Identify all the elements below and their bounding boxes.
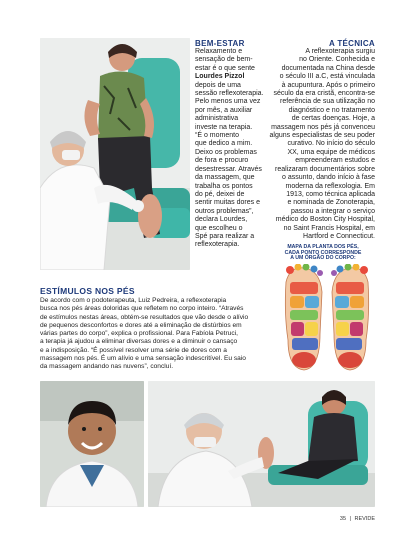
text-line: Lourdes Pizzol: [195, 73, 245, 81]
text-line: reflexoterapia.: [195, 241, 240, 249]
foot-map-caption: [271, 245, 375, 262]
text-line: Deixo os problemas: [195, 148, 257, 156]
text-line: o assunto, dando início à fase: [281, 174, 375, 182]
text-line: Pelo menos uma vez: [195, 98, 261, 106]
text-line: Relaxamento e: [195, 48, 243, 55]
text-line: busca nos pés áreas doloridas que refletem no corpo inteiro. “Através: [40, 305, 244, 313]
text-line: De acordo com o podoterapeuta, Luiz Pedreira, a reflexoterapia: [40, 297, 227, 304]
text-line: outros problemas”,: [195, 207, 254, 215]
photo-lourdes-illustration: [40, 38, 190, 270]
text-line: desestressar. Através: [195, 165, 262, 173]
text-line: a terapia já ajudou a eliminar diversas dores e a diminuir o cansaço: [40, 338, 238, 346]
magazine-name: REVIDE: [354, 516, 375, 522]
text-line: massagem nos pés. É um alívio e uma sensação indescritível. Eu saio: [40, 355, 246, 363]
text-line: depois de uma: [195, 81, 241, 89]
text-line: o século III a.C, está vinculada: [279, 73, 375, 81]
foot-soles-icon: [276, 264, 378, 374]
text-line: estar é o que sente: [195, 64, 255, 72]
text-line: médico do Boston City Hospital,: [275, 216, 375, 224]
tecnica-text: [255, 48, 375, 241]
text-line: 1913, como técnica aplicada: [286, 190, 375, 198]
session-illustration: [148, 381, 375, 507]
caption-line: MAPA DA PLANTA DOS PÉS,: [287, 244, 359, 250]
text-line: referência de sua utilização no: [280, 98, 375, 106]
photo-luiz-pedreira: [40, 381, 144, 507]
text-line: no Saint Francis Hospital, em: [283, 224, 375, 232]
text-line: XX, uma equipe de médicos: [287, 148, 375, 156]
text-line: e a indisposição. “É possível resolver uma série de dores com a: [40, 346, 227, 354]
caption-line: CADA PONTO CORRESPONDE: [284, 249, 362, 256]
heading-estimulos: ESTÍMULOS NOS PÉS: [40, 286, 135, 296]
text-line: declara Lourdes,: [195, 216, 248, 224]
photo-lourdes-session: [40, 38, 190, 270]
portrait-illustration: [40, 381, 144, 507]
text-line: século da era cristã, encontra-se: [273, 90, 375, 98]
estimulos-text: [40, 297, 276, 372]
page-number: 35: [339, 516, 347, 522]
heading-a-tecnica: A TÉCNICA: [329, 39, 375, 48]
text-line: que dedico a mim.: [195, 140, 253, 148]
text-line: investe na terapia.: [195, 123, 253, 131]
text-line: no Oriente. Conhecida e: [299, 56, 375, 64]
text-line: empreenderam estudos e: [295, 157, 375, 165]
text-line: Hartford e Connecticut.: [303, 232, 375, 240]
text-line: massagem nos pés já convenceu: [271, 123, 375, 131]
text-line: da massagem, que: [195, 174, 255, 182]
text-line: “É o momento: [195, 132, 239, 140]
heading-bem-estar: BEM-ESTAR: [195, 39, 245, 48]
text-line: Spé para realizar a: [195, 232, 255, 240]
text-line: por mês, a auxiliar: [195, 106, 253, 114]
text-line: de pequenos desconfortos e dores até a eliminação de distúrbios em: [40, 321, 242, 329]
foot-map-image: [276, 264, 378, 374]
text-line: curativo. No início do século: [287, 140, 375, 148]
caption-line: A UM ÓRGÃO DO CORPO:: [290, 255, 356, 262]
text-line: que escolheu o: [195, 224, 243, 232]
text-line: à acupuntura. Após o primeiro: [281, 81, 375, 89]
text-line: trabalha os pontos: [195, 182, 253, 190]
text-line: de certas doenças. Hoje, a: [291, 115, 375, 123]
text-line: realizaram documentários sobre: [275, 165, 375, 173]
text-line: sessão reflexoterapia.: [195, 90, 264, 98]
text-line: sentir muitas dores e: [195, 199, 260, 207]
text-line: de estímulos nestas áreas, obtém-se resultados que vão desde o alívio: [40, 313, 249, 321]
text-line: e nominada de Zonoterapia,: [287, 199, 375, 207]
text-line: alguns especialistas de seu poder: [269, 132, 375, 140]
text-line: diagnóstico e no tratamento: [288, 106, 375, 114]
text-line: de fora e procuro: [195, 157, 249, 165]
page-footer: [340, 516, 375, 522]
text-line: sensação de bem-: [195, 56, 253, 64]
photo-fabiola-session: [148, 381, 375, 507]
text-line: administrativa: [195, 115, 239, 123]
text-line: documentada na China desde: [281, 64, 375, 72]
text-line: passou a integrar o serviço: [290, 207, 375, 215]
text-line: do pé, deixei de: [195, 190, 245, 198]
text-line: várias partes do corpo”, explica o profissional. Para Fabíola Petruci,: [40, 330, 238, 338]
footer-separator: |: [349, 516, 351, 522]
text-line: moderna da reflexologia. Em: [285, 182, 375, 190]
text-line: da massagem andando nas nuvens”, concluí.: [40, 363, 174, 371]
text-line: A reflexoterapia surgiu: [305, 48, 375, 55]
